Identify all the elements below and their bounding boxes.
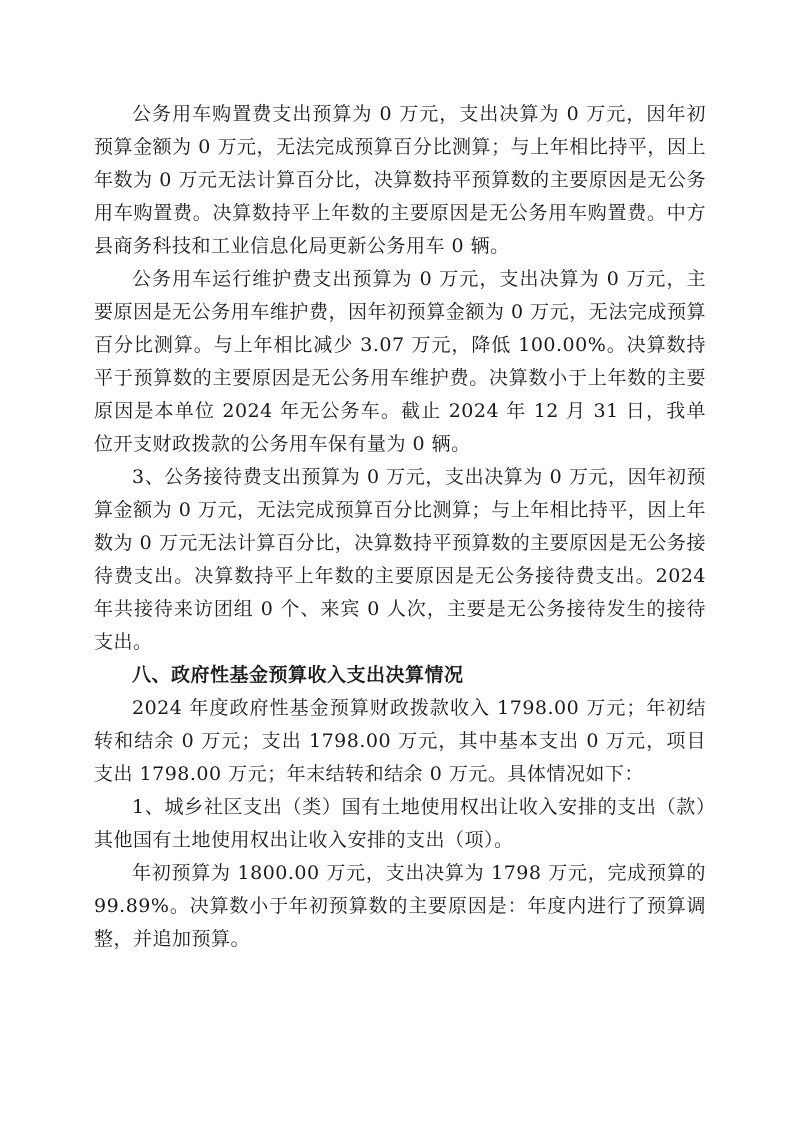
- paragraph-fund-budget: 年初预算为 1800.00 万元，支出决算为 1798 万元，完成预算的 99.89%。决算数小于年初预算数的主要原因是：年度内进行了预算调整，并追加预算。: [94, 862, 706, 950]
- section-heading-government-fund: 八、政府性基金预算收入支出决算情况: [132, 664, 464, 686]
- document-body: [94, 98, 706, 956]
- paragraph-fund-item: 1、城乡社区支出（类）国有土地使用权出让收入安排的支出（款）其他国有土地使用权出让收入安排的支出（项）。: [94, 796, 706, 851]
- paragraph-vehicle-maintenance: 公务用车运行维护费支出预算为 0 万元，支出决算为 0 万元，主要原因是无公务用车维护费，因年初预算金额为 0 万元，无法完成预算百分比测算。与上年相比减少 3.07 万元，降低 100.00%。决算数持平于预算数的主要原因是无公务用车维护费。决算数小于上年数的主要原因是本单位 2024 年无公务车。截止 2024 年 12 月 31 日，我单位开支财政拨款的公务用车保有量为 0 辆。: [94, 268, 706, 455]
- paragraph-fund-summary: 2024 年度政府性基金预算财政拨款收入 1798.00 万元；年初结转和结余 0 万元；支出 1798.00 万元，其中基本支出 0 万元，项目支出 1798.00 万元；年末结转和结余 0 万元。具体情况如下：: [94, 697, 706, 785]
- paragraph-vehicle-purchase: 公务用车购置费支出预算为 0 万元，支出决算为 0 万元，因年初预算金额为 0 万元，无法完成预算百分比测算；与上年相比持平，因上年数为 0 万元无法计算百分比，决算数持平预算数的主要原因是无公务用车购置费。决算数持平上年数的主要原因是无公务用车购置费。中方县商务科技和工业信息化局更新公务用车 0 辆。: [94, 103, 706, 257]
- paragraph-reception-expense: 3、公务接待费支出预算为 0 万元，支出决算为 0 万元，因年初预算金额为 0 万元，无法完成预算百分比测算；与上年相比持平，因上年数为 0 万元无法计算百分比，决算数持平预算数的主要原因是无公务接待费支出。决算数持平上年数的主要原因是无公务接待费支出。2024 年共接待来访团组 0 个、来宾 0 人次，主要是无公务接待发生的接待支出。: [94, 466, 706, 653]
